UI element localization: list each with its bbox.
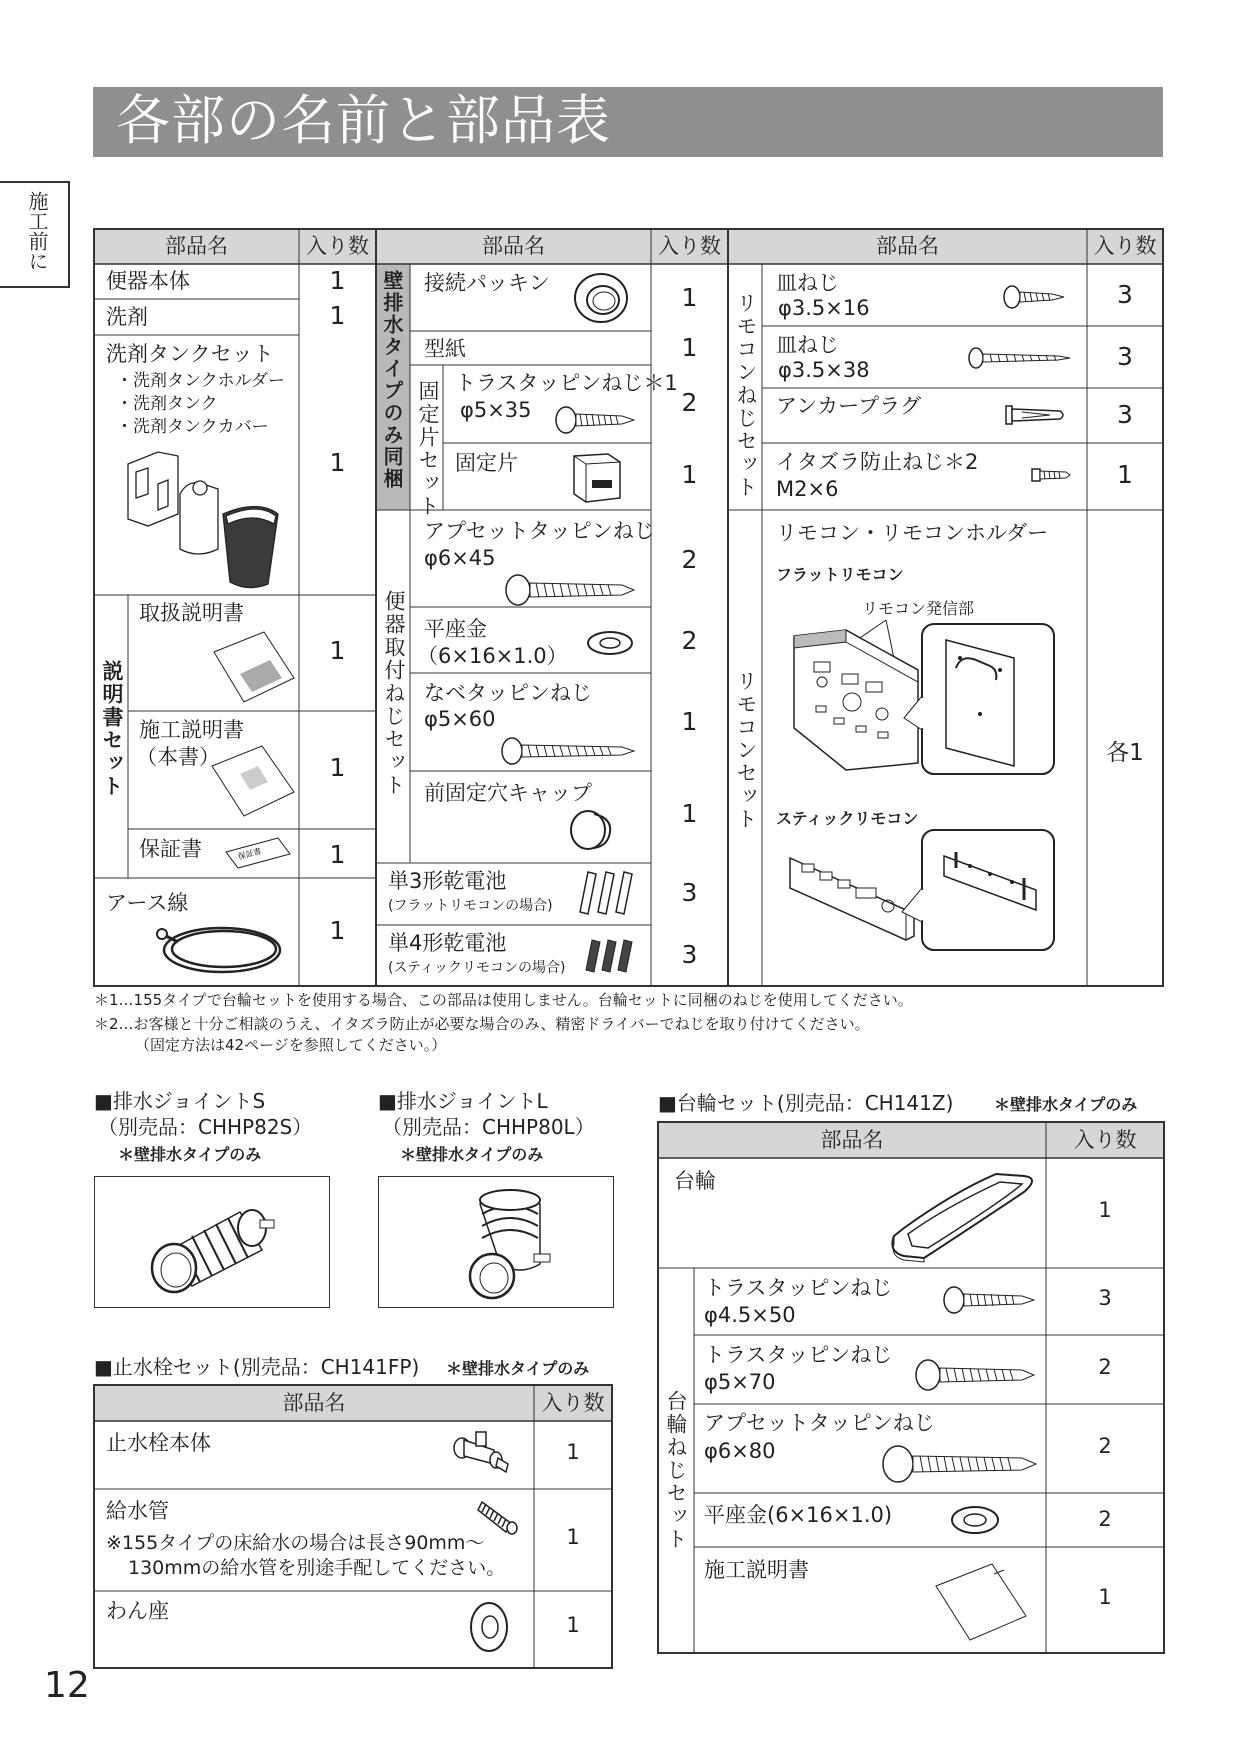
flat-remote-label: フラットリモコン bbox=[776, 565, 904, 584]
drain-joint-l-note: ＊壁排水タイプのみ bbox=[400, 1145, 544, 1164]
anchor-qty: 3 bbox=[1117, 400, 1133, 429]
fixing-set-group-label: 固定片セット bbox=[416, 380, 440, 518]
upset-screw-qty: 2 bbox=[681, 545, 698, 574]
manual-set-group-label: 説明書セット bbox=[100, 660, 124, 798]
detergent-tank-set-name: 洗剤タンクセット bbox=[106, 342, 274, 366]
flat-screw-16-name: 皿ねじ bbox=[776, 271, 839, 295]
drain-joint-l-title: ■排水ジョイントL bbox=[378, 1089, 548, 1113]
remote-screw-set-group-label: リモコンねじセット bbox=[734, 292, 758, 499]
packing-qty: 1 bbox=[681, 283, 698, 312]
pan-screw-size: φ5×60 bbox=[424, 707, 496, 731]
washer-size: （6×16×1.0） bbox=[417, 644, 568, 668]
fixing-piece-qty: 1 bbox=[681, 460, 698, 489]
fixing-piece-name: 固定片 bbox=[455, 451, 518, 475]
flat-screw-38-qty: 3 bbox=[1117, 342, 1133, 371]
tamper-screw-qty: 1 bbox=[1117, 460, 1133, 489]
toilet-body-name: 便器本体 bbox=[106, 269, 190, 293]
install-manual-name: 施工説明書 bbox=[139, 718, 244, 742]
note-3: （固定方法は42ページを参照してください。） bbox=[135, 1036, 447, 1054]
stop-valve-header-name: 部品名 bbox=[282, 1391, 346, 1415]
base-washer-qty: 2 bbox=[1098, 1507, 1112, 1531]
col3-header-name: 部品名 bbox=[876, 234, 939, 258]
detergent-tank-set-qty: 1 bbox=[329, 448, 346, 477]
tank-item-cover: ・洗剤タンクカバー bbox=[116, 417, 269, 437]
template-qty: 1 bbox=[681, 333, 698, 362]
base-install-manual-name: 施工説明書 bbox=[704, 1558, 809, 1582]
supply-pipe-qty: 1 bbox=[566, 1525, 580, 1549]
user-manual-qty: 1 bbox=[329, 636, 346, 665]
upset-screw-size: φ6×45 bbox=[424, 546, 496, 570]
base-install-manual-qty: 1 bbox=[1098, 1585, 1112, 1609]
base-qty: 1 bbox=[1098, 1198, 1112, 1222]
stop-valve-header-qty: 入り数 bbox=[541, 1391, 605, 1415]
base-truss-screw-5-size: φ5×70 bbox=[704, 1370, 776, 1394]
washer-name: 平座金 bbox=[424, 617, 487, 641]
install-manual-qty: 1 bbox=[329, 753, 346, 782]
detergent-qty: 1 bbox=[329, 301, 346, 330]
base-truss-screw-45-illustration bbox=[942, 1284, 1038, 1316]
tamper-screw-size: M2×6 bbox=[776, 477, 839, 501]
fixing-truss-screw-name: トラスタッピンねじ＊1 bbox=[455, 371, 678, 395]
warranty-qty: 1 bbox=[329, 840, 346, 869]
supply-pipe-note-2: 130mmの給水管を別途手配してください。 bbox=[128, 1557, 506, 1579]
stop-valve-body-qty: 1 bbox=[566, 1440, 580, 1464]
mount-screw-set-group-label: 便器取付ねじセット bbox=[382, 590, 406, 797]
battery-aa-qty: 3 bbox=[681, 878, 698, 907]
base-illustration bbox=[884, 1172, 1044, 1262]
flat-screw-38-name: 皿ねじ bbox=[776, 333, 839, 357]
anchor-name: アンカープラグ bbox=[776, 394, 922, 418]
battery-aaa-name: 単4形乾電池 bbox=[388, 931, 507, 955]
base-truss-screw-45-name: トラスタッピンねじ bbox=[704, 1276, 893, 1300]
side-tab-label: 施工前に bbox=[25, 191, 49, 271]
base-set-title: ■台輪セット(別売品：CH141Z) bbox=[658, 1091, 954, 1115]
base-truss-screw-5-qty: 2 bbox=[1098, 1355, 1112, 1379]
base-upset-screw-qty: 2 bbox=[1098, 1434, 1112, 1458]
cap-qty: 1 bbox=[681, 799, 698, 828]
base-upset-screw-illustration bbox=[880, 1444, 1040, 1484]
base-set-note: ＊壁排水タイプのみ bbox=[994, 1095, 1138, 1114]
cap-name: 前固定穴キャップ bbox=[424, 781, 592, 805]
tank-item-holder: ・洗剤タンクホルダー bbox=[116, 371, 285, 391]
stick-remote-label: スティックリモコン bbox=[776, 809, 919, 828]
tank-item-tank: ・洗剤タンク bbox=[116, 394, 218, 414]
battery-aaa-qty: 3 bbox=[681, 940, 698, 969]
pan-screw-qty: 1 bbox=[681, 707, 698, 736]
battery-aa-note: (フラットリモコンの場合) bbox=[388, 898, 553, 914]
packing-name: 接続パッキン bbox=[424, 271, 550, 295]
base-install-manual-illustration bbox=[934, 1562, 1030, 1642]
col2-header-qty: 入り数 bbox=[658, 234, 721, 258]
stop-valve-set-note: ＊壁排水タイプのみ bbox=[446, 1359, 590, 1378]
base-washer-name: 平座金(6×16×1.0) bbox=[704, 1503, 893, 1527]
install-manual-sub: （本書） bbox=[136, 745, 220, 769]
ground-wire-name: アース線 bbox=[106, 891, 189, 915]
base-set-header-qty: 入り数 bbox=[1073, 1128, 1137, 1152]
base-truss-screw-5-illustration bbox=[914, 1357, 1038, 1393]
wall-plate-name: わん座 bbox=[106, 1599, 169, 1623]
note-1: ＊1…155タイプで台輪セットを使用する場合、この部品は使用しません。台輪セットに同梱のねじを使用してください。 bbox=[94, 991, 913, 1009]
tamper-screw-name: イタズラ防止ねじ＊2 bbox=[776, 450, 979, 474]
base-truss-screw-45-qty: 3 bbox=[1098, 1286, 1112, 1310]
upset-screw-name: アプセットタッピンねじ bbox=[424, 519, 655, 543]
warranty-name: 保証書 bbox=[139, 837, 202, 861]
col1-header-name: 部品名 bbox=[165, 234, 228, 258]
wall-plate-qty: 1 bbox=[566, 1613, 580, 1637]
user-manual-name: 取扱説明書 bbox=[139, 601, 244, 625]
washer-qty: 2 bbox=[681, 626, 698, 655]
toilet-body-qty: 1 bbox=[329, 266, 346, 295]
battery-aaa-note: (スティックリモコンの場合) bbox=[388, 960, 566, 976]
fixing-truss-screw-size: φ5×35 bbox=[460, 398, 532, 422]
flat-screw-16-qty: 3 bbox=[1117, 280, 1133, 309]
base-upset-screw-name: アプセットタッピンねじ bbox=[704, 1411, 935, 1435]
page-title: 各部の名前と部品表 bbox=[116, 89, 611, 152]
base-screw-set-group-label: 台輪ねじセット bbox=[664, 1390, 688, 1551]
base-washer-illustration bbox=[950, 1505, 1000, 1535]
warranty-card-label: 保証書 bbox=[236, 846, 263, 862]
base-truss-screw-45-size: φ4.5×50 bbox=[704, 1303, 796, 1327]
col3-header-qty: 入り数 bbox=[1093, 234, 1157, 258]
base-name: 台輪 bbox=[674, 1169, 716, 1193]
page-number: 12 bbox=[44, 1665, 90, 1706]
base-upset-screw-size: φ6×80 bbox=[704, 1439, 776, 1463]
col2-header-name: 部品名 bbox=[482, 234, 545, 258]
note-2: ＊2…お客様と十分ご相談のうえ、イタズラ防止が必要な場合のみ、精密ドライバーでねじを取り付けてください。 bbox=[94, 1015, 870, 1033]
flat-screw-16-size: φ3.5×16 bbox=[778, 296, 870, 320]
drain-joint-s-note: ＊壁排水タイプのみ bbox=[118, 1145, 262, 1164]
fixing-truss-screw-qty: 2 bbox=[681, 388, 698, 417]
template-name: 型紙 bbox=[424, 337, 466, 361]
ground-wire-qty: 1 bbox=[329, 916, 346, 945]
transmitter-label: リモコン発信部 bbox=[862, 599, 975, 618]
drain-joint-s-model: （別売品：CHHP82S） bbox=[98, 1115, 313, 1139]
remote-set-qty: 各1 bbox=[1106, 740, 1144, 766]
stop-valve-body-name: 止水栓本体 bbox=[106, 1431, 211, 1455]
remote-set-name: リモコン・リモコンホルダー bbox=[776, 521, 1049, 545]
base-truss-screw-5-name: トラスタッピンねじ bbox=[704, 1343, 893, 1367]
battery-aa-name: 単3形乾電池 bbox=[388, 869, 507, 893]
col1-header-qty: 入り数 bbox=[306, 234, 369, 258]
supply-pipe-note-1: ※155タイプの床給水の場合は長さ90mm～ bbox=[106, 1532, 485, 1554]
stop-valve-set-title: ■止水栓セット(別売品：CH141FP) bbox=[94, 1355, 420, 1379]
flat-screw-38-size: φ3.5×38 bbox=[778, 358, 870, 382]
remote-set-group-label: リモコンセット bbox=[734, 670, 758, 831]
wall-drain-group-label: 壁排水タイプのみ同梱 bbox=[380, 270, 404, 490]
drain-joint-l-model: （別売品：CHHP80L） bbox=[382, 1115, 595, 1139]
base-set-header-name: 部品名 bbox=[820, 1128, 884, 1152]
pan-screw-name: なベタッピンねじ bbox=[424, 681, 592, 705]
drain-joint-s-title: ■排水ジョイントS bbox=[94, 1089, 266, 1113]
supply-pipe-name: 給水管 bbox=[106, 1499, 169, 1523]
detergent-name: 洗剤 bbox=[106, 305, 148, 329]
